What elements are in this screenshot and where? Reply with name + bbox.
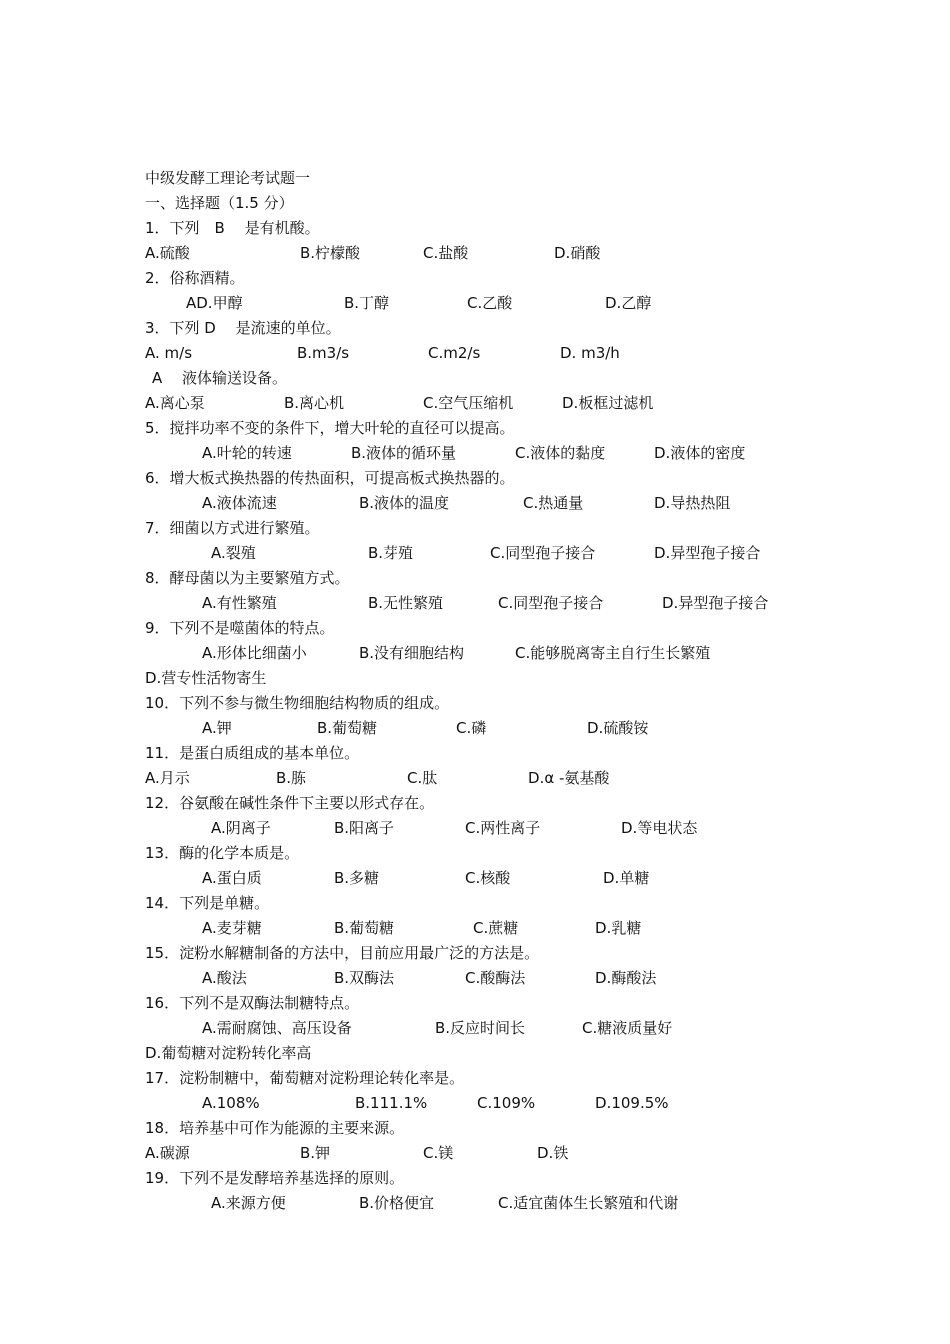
question-16-option-a: A.需耐腐蚀、高压设备	[202, 1019, 352, 1037]
question-15-option-d: D.酶酸法	[595, 969, 657, 987]
question-9-stem: 9．下列不是噬菌体的特点。	[145, 619, 335, 637]
question-2-stem: 2．俗称酒精。	[145, 269, 245, 287]
question-2-option-d: D.乙醇	[605, 294, 652, 312]
question-14-option-a: A.麦芽糖	[202, 919, 262, 937]
question-15-option-a: A.酸法	[202, 969, 247, 987]
question-1-option-a: A.硫酸	[145, 244, 190, 262]
question-18-option-c: C.镁	[423, 1144, 454, 1162]
question-14-option-c: C.蔗糖	[473, 919, 519, 937]
question-2-option-b: B.丁醇	[344, 294, 390, 312]
question-16-stem: 16．下列不是双酶法制糖特点。	[145, 994, 360, 1012]
question-7-option-d: D.异型孢子接合	[654, 544, 761, 562]
question-17-option-d: D.109.5%	[595, 1094, 669, 1112]
question-11-option-d: D.α -氨基酸	[528, 769, 610, 787]
question-13-option-a: A.蛋白质	[202, 869, 262, 887]
question-14-option-d: D.乳糖	[595, 919, 642, 937]
question-17-stem: 17．淀粉制糖中，葡萄糖对淀粉理论转化率是。	[145, 1069, 465, 1087]
question-5-option-a: A.叶轮的转速	[202, 444, 292, 462]
question-7-option-b: B.芽殖	[368, 544, 414, 562]
question-19-option-c: C.适宜菌体生长繁殖和代谢	[498, 1194, 679, 1212]
question-18-stem: 18．培养基中可作为能源的主要来源。	[145, 1119, 405, 1137]
question-4-option-d: D.板框过滤机	[562, 394, 654, 412]
question-3-option-a: A. m/s	[145, 344, 193, 362]
question-4-option-b: B.离心机	[284, 394, 345, 412]
question-16-option-b: B.反应时间长	[435, 1019, 526, 1037]
question-11-option-c: C.肽	[407, 769, 438, 787]
question-12-option-a: A.阴离子	[211, 819, 271, 837]
question-18-option-d: D.铁	[537, 1144, 569, 1162]
question-6-option-a: A.液体流速	[202, 494, 277, 512]
question-10-option-a: A.钾	[202, 719, 232, 737]
question-4-option-c: C.空气压缩机	[423, 394, 514, 412]
question-4-stem: A 液体输送设备。	[152, 369, 288, 387]
question-7-option-a: A.裂殖	[211, 544, 256, 562]
question-9-option-d: D.营专性活物寄生	[145, 669, 267, 687]
question-8-option-a: A.有性繁殖	[202, 594, 277, 612]
question-8-option-b: B.无性繁殖	[368, 594, 444, 612]
question-6-option-d: D.导热热阻	[654, 494, 731, 512]
question-19-option-a: A.来源方便	[211, 1194, 286, 1212]
question-6-stem: 6．增大板式换热器的传热面积，可提高板式换热器的。	[145, 469, 515, 487]
question-13-option-d: D.单糖	[603, 869, 650, 887]
question-18-option-b: B.钾	[300, 1144, 331, 1162]
question-9-option-a: A.形体比细菌小	[202, 644, 307, 662]
question-12-stem: 12．谷氨酸在碱性条件下主要以形式存在。	[145, 794, 435, 812]
question-19-stem: 19．下列不是发酵培养基选择的原则。	[145, 1169, 405, 1187]
question-11-option-b: B.胨	[276, 769, 307, 787]
question-11-option-a: A.月示	[145, 769, 190, 787]
question-17-option-b: B.111.1%	[355, 1094, 428, 1112]
question-12-option-b: B.阳离子	[334, 819, 395, 837]
question-10-option-b: B.葡萄糖	[317, 719, 378, 737]
question-9-option-c: C.能够脱离寄主自行生长繁殖	[515, 644, 711, 662]
question-3-option-d: D. m3/h	[560, 344, 620, 362]
question-16-option-c: C.糖液质量好	[582, 1019, 673, 1037]
question-7-option-c: C.同型孢子接合	[490, 544, 596, 562]
question-17-option-a: A.108%	[202, 1094, 260, 1112]
question-3-option-b: B.m3/s	[297, 344, 350, 362]
question-1-option-c: C.盐酸	[423, 244, 469, 262]
question-13-option-b: B.多糖	[334, 869, 380, 887]
question-15-option-c: C.酸酶法	[465, 969, 526, 987]
question-18-option-a: A.碳源	[145, 1144, 190, 1162]
document-title: 中级发酵工理论考试题一	[145, 169, 311, 187]
question-10-option-d: D.硫酸铵	[587, 719, 649, 737]
question-1-stem: 1．下列 B 是有机酸。	[145, 219, 320, 237]
question-1-option-b: B.柠檬酸	[300, 244, 361, 262]
question-17-option-c: C.109%	[477, 1094, 536, 1112]
question-9-option-b: B.没有细胞结构	[359, 644, 465, 662]
question-15-stem: 15．淀粉水解糖制备的方法中，目前应用最广泛的方法是。	[145, 944, 540, 962]
question-11-stem: 11．是蛋白质组成的基本单位。	[145, 744, 360, 762]
question-5-stem: 5．搅拌功率不变的条件下，增大叶轮的直径可以提高。	[145, 419, 515, 437]
question-6-option-b: B.液体的温度	[359, 494, 450, 512]
question-12-option-c: C.两性离子	[465, 819, 541, 837]
question-13-stem: 13．酶的化学本质是。	[145, 844, 300, 862]
question-8-option-d: D.异型孢子接合	[662, 594, 769, 612]
question-4-option-a: A.离心泵	[145, 394, 205, 412]
question-1-option-d: D.硝酸	[554, 244, 601, 262]
question-2-option-a: AD.甲醇	[186, 294, 243, 312]
question-2-option-c: C.乙酸	[467, 294, 513, 312]
question-3-stem: 3．下列 D 是流速的单位。	[145, 319, 341, 337]
question-14-option-b: B.葡萄糖	[334, 919, 395, 937]
question-10-option-c: C.磷	[456, 719, 487, 737]
question-8-option-c: C.同型孢子接合	[498, 594, 604, 612]
question-15-option-b: B.双酶法	[334, 969, 395, 987]
section-heading: 一、选择题（1.5 分）	[145, 194, 294, 212]
question-13-option-c: C.核酸	[465, 869, 511, 887]
question-14-stem: 14．下列是单糖。	[145, 894, 270, 912]
question-19-option-b: B.价格便宜	[359, 1194, 435, 1212]
question-7-stem: 7．细菌以方式进行繁殖。	[145, 519, 320, 537]
question-12-option-d: D.等电状态	[621, 819, 698, 837]
question-16-option-d: D.葡萄糖对淀粉转化率高	[145, 1044, 312, 1062]
question-5-option-b: B.液体的循环量	[351, 444, 457, 462]
question-5-option-d: D.液体的密度	[654, 444, 746, 462]
question-10-stem: 10．下列不参与微生物细胞结构物质的组成。	[145, 694, 450, 712]
question-6-option-c: C.热通量	[523, 494, 584, 512]
question-5-option-c: C.液体的黏度	[515, 444, 606, 462]
question-3-option-c: C.m2/s	[428, 344, 481, 362]
question-8-stem: 8．酵母菌以为主要繁殖方式。	[145, 569, 350, 587]
